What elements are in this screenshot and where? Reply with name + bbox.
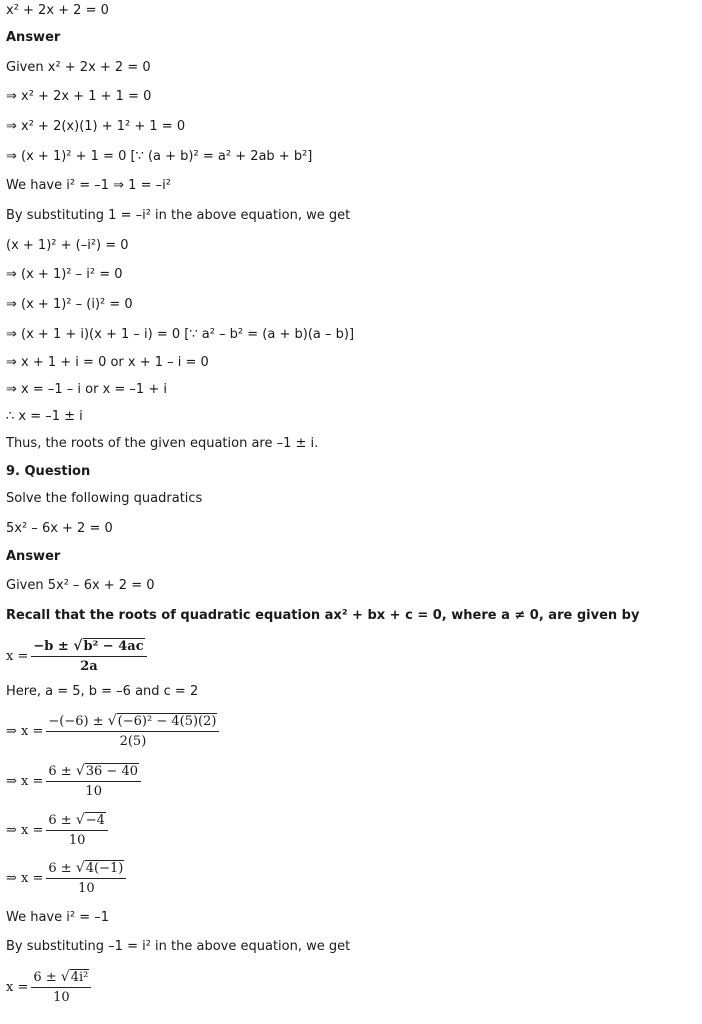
fraction-lhs: ⇒ x = [6,723,44,739]
question-text: Solve the following quadratics [6,491,203,506]
fraction-denominator: 10 [53,990,70,1005]
solution-line: By substituting 1 = –i² in the above equation, we get [6,208,351,223]
solution-line: We have i² = –1 [6,910,110,925]
solution-line: (x + 1)² + (–i²) = 0 [6,238,129,253]
sqrt-icon: √ (−6)² − 4(5)(2) [107,713,217,729]
fraction-lhs: ⇒ x = [6,822,44,838]
numerator-prefix: −(−6) ± [48,714,108,729]
fraction [31,969,91,1005]
conclusion-line: Thus, the roots of the given equation are –1 ± i. [6,436,319,451]
answer-label: Answer [6,549,61,564]
equation-line: x² + 2x + 2 = 0 [6,3,109,18]
fraction-numerator [46,763,141,782]
radicand: 4i² [70,970,89,985]
fraction [46,763,141,799]
sqrt-icon: √ 4i² [60,969,89,985]
fraction-step [6,763,141,799]
fraction-denominator: 10 [85,784,102,799]
fraction-step [6,713,219,749]
sqrt-icon: √ b² − 4ac [73,638,144,654]
fraction-lhs: x = [6,648,29,664]
fraction [46,860,126,896]
radicand: 36 − 40 [85,764,138,779]
answer-label: Answer [6,30,61,45]
fraction-denominator: 2(5) [119,734,147,749]
solution-line: ⇒ x² + 2(x)(1) + 1² + 1 = 0 [6,119,186,134]
radicand: 4(−1) [85,861,124,876]
fraction-lhs: ⇒ x = [6,870,44,886]
solution-line: Given 5x² – 6x + 2 = 0 [6,578,155,593]
solution-line: ⇒ (x + 1)² + 1 = 0 [∵ (a + b)² = a² + 2ab + b²] [6,149,313,164]
radicand: (−6)² − 4(5)(2) [117,714,217,729]
solution-line: Here, a = 5, b = –6 and c = 2 [6,684,199,699]
sqrt-icon: √ 4(−1) [75,860,124,876]
sqrt-icon: √ 36 − 40 [75,763,138,779]
numerator-prefix: 6 ± [33,970,61,985]
solution-line: We have i² = –1 ⇒ 1 = –i² [6,178,171,193]
numerator-prefix: 6 ± [48,861,76,876]
fraction-numerator [31,969,91,988]
solution-line: ⇒ x² + 2x + 1 + 1 = 0 [6,89,152,104]
sqrt-icon: √ −4 [75,812,105,828]
fraction-numerator [46,860,126,879]
fraction-denominator: 2a [80,659,98,674]
fraction [46,812,108,848]
quadratic-formula [6,638,147,674]
numerator-prefix: 6 ± [48,764,76,779]
solution-line: ⇒ x = –1 – i or x = –1 + i [6,382,167,397]
numerator-prefix: 6 ± [48,813,76,828]
equation-line: 5x² – 6x + 2 = 0 [6,521,113,536]
fraction-step [6,860,126,896]
radicand: −4 [85,813,105,828]
solution-line: ⇒ (x + 1 + i)(x + 1 – i) = 0 [∵ a² – b² = (a + b)(a – b)] [6,327,355,342]
fraction-step [6,969,91,1005]
fraction-denominator: 10 [78,881,95,896]
fraction [31,638,146,674]
fraction-numerator [31,638,146,657]
solution-line: ⇒ x + 1 + i = 0 or x + 1 – i = 0 [6,355,209,370]
question-heading: 9. Question [6,464,91,479]
formula-intro: Recall that the roots of quadratic equation ax² + bx + c = 0, where a ≠ 0, are given by [6,608,640,623]
fraction-numerator [46,713,219,732]
solution-line: Given x² + 2x + 2 = 0 [6,60,151,75]
fraction-lhs: x = [6,979,29,995]
solution-line: ⇒ (x + 1)² – i² = 0 [6,267,123,282]
radicand: b² − 4ac [83,639,144,654]
solution-line: By substituting –1 = i² in the above equation, we get [6,939,351,954]
solution-line: ⇒ (x + 1)² – (i)² = 0 [6,297,133,312]
fraction-lhs: ⇒ x = [6,773,44,789]
fraction-denominator: 10 [68,833,86,848]
solution-line: ∴ x = –1 ± i [6,409,83,424]
fraction-step [6,812,108,848]
fraction-numerator [46,812,108,831]
numerator-prefix: −b ± [33,639,74,654]
fraction [46,713,219,749]
